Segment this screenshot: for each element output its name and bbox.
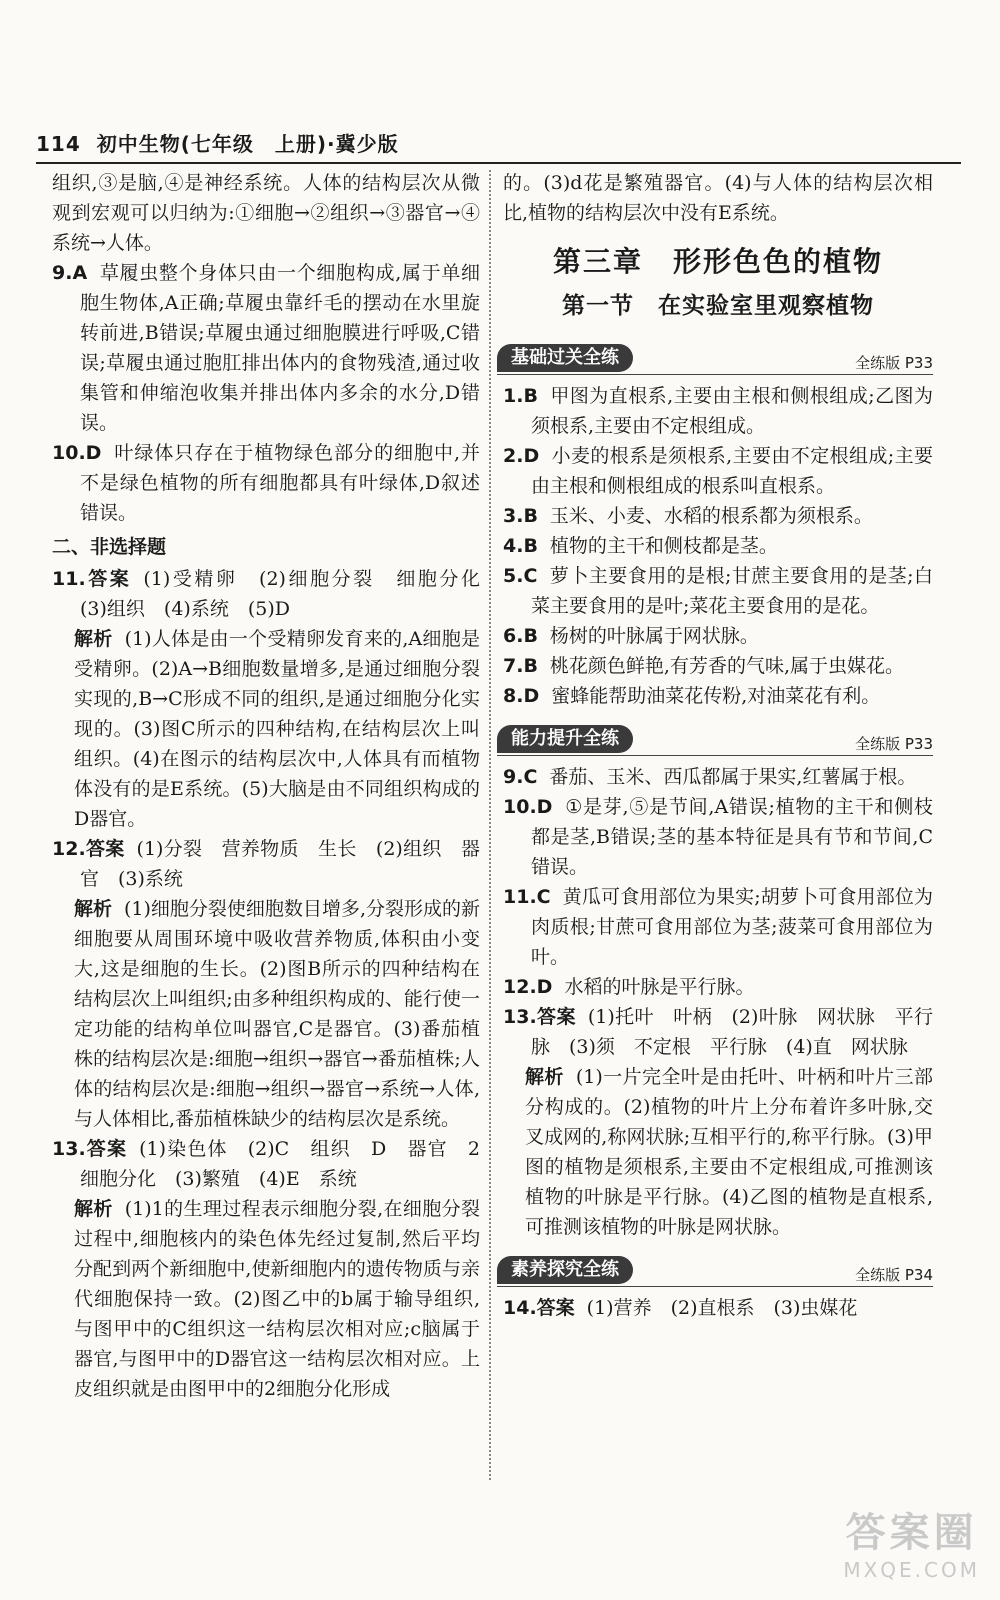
question-number: 8.D — [503, 685, 540, 707]
question-number: 11.答案 — [52, 568, 132, 590]
answer-text: 桃花颜色鲜艳,有芳香的气味,属于虫媒花。 — [549, 655, 905, 677]
band-page-ref: 全练版 P33 — [855, 354, 933, 372]
question-number: 11.C — [503, 886, 551, 908]
section-title: 第一节 在实验室里观察植物 — [562, 293, 874, 319]
question-number: 14.答案 — [503, 1297, 575, 1319]
continued-text: 的。(3)d花是繁殖器官。(4)与人体的结构层次相比,植物的结构层次中没有E系统。 — [503, 172, 933, 224]
answer-text: (1)受精卵 (2)细胞分裂 细胞分化 (3)组织 (4)系统 (5)D — [80, 568, 500, 620]
question-13-analysis — [503, 1062, 933, 1242]
practice-band-advanced — [497, 725, 933, 756]
answer-item — [503, 621, 933, 651]
answer-text: 黄瓜可食用部位为果实;胡萝卜可食用部位为肉质根;甘蔗可食用部位为茎;菠菜可食用部位为叶。 — [531, 886, 933, 968]
answer-item — [503, 381, 933, 441]
question-number: 2.D — [503, 445, 540, 467]
answer-text: ①是芽,⑤是节间,A错误;植物的主干和侧枝都是茎,B错误;茎的基本特征是具有节和节间,C错误。 — [531, 796, 933, 878]
question-number: 12.D — [503, 976, 553, 998]
watermark-url: MXQE.COM — [843, 1558, 980, 1582]
question-text: 叶绿体只存在于植物绿色部分的细胞中,并不是绿色植物的所有细胞都具有叶绿体,D叙述错误。 — [80, 442, 480, 524]
continued-text: 组织,③是脑,④是神经系统。人体的结构层次从微观到宏观可以归纳为:①细胞→②组织→③器官→④系统→人体。 — [52, 172, 480, 254]
analysis-label: 解析 — [525, 1066, 564, 1088]
question-number: 13.答案 — [503, 1006, 576, 1028]
answer-item — [503, 561, 933, 621]
answer-text: 植物的主干和侧枝都是茎。 — [549, 535, 778, 557]
answer-text: 甲图为直根系,主要由主根和侧根组成;乙图为须根系,主要由不定根组成。 — [531, 385, 933, 437]
answer-item — [503, 501, 933, 531]
column-divider — [489, 170, 491, 1480]
practice-band-inquiry — [497, 1256, 933, 1287]
answer-text: 杨树的叶脉属于网状脉。 — [549, 625, 759, 647]
answer-item — [503, 441, 933, 501]
answer-item — [503, 681, 933, 711]
page-number: 114 — [36, 132, 81, 156]
answer-item — [503, 882, 933, 972]
question-number: 3.B — [503, 505, 538, 527]
answer-text: (1)托叶 叶柄 (2)叶脉 网状脉 平行脉 (3)须 不定根 平行脉 (4)直 网状脉 — [531, 1006, 933, 1058]
analysis-text: (1)1的生理过程表示细胞分裂,在细胞分裂过程中,细胞核内的染色体先经过复制,然后平均分配到两个新细胞中,使新细胞内的遗传物质与亲代细胞保持一致。(2)图乙中的b属于输导组织,与图甲中的C组织这一结构层次相对应;c脑属于器官,与图甲中的D器官这一结构层次相对应。上皮组织就是由图甲中的2细胞分化形成 — [74, 1198, 480, 1400]
band-page-ref: 全练版 P34 — [855, 1266, 933, 1284]
question-13-analysis — [52, 1194, 480, 1404]
analysis-text: (1)人体是由一个受精卵发育来的,A细胞是受精卵。(2)A→B细胞数量增多,是通过细胞分裂实现的,B→C形成不同的组织,是通过细胞分化实现的。(3)图C所示的四种结构,在结构层次上叫组织。(4)在图示的结构层次中,人体具有而植物体没有的是E系统。(5)大脑是由不同组织构成的D器官。 — [74, 628, 480, 830]
header-rule — [36, 162, 961, 164]
question-11-answer — [52, 564, 500, 624]
answer-item — [503, 792, 933, 882]
band-page-ref: 全练版 P33 — [855, 735, 933, 753]
section-heading: 二、非选择题 — [52, 536, 167, 558]
question-number: 5.C — [503, 565, 538, 587]
question-text: 草履虫整个身体只由一个细胞构成,属于单细胞生物体,A正确;草履虫靠纤毛的摆动在水里旋转前进,B错误;草履虫通过细胞膜进行呼吸,C错误;草履虫通过胞肛排出体内的食物残渣,通过收集管和伸缩泡收集并排出体内多余的水分,D错误。 — [80, 262, 480, 434]
question-12-analysis — [52, 894, 480, 1134]
question-number: 13.答案 — [52, 1138, 128, 1160]
answer-item — [503, 531, 933, 561]
question-number: 1.B — [503, 385, 538, 407]
question-13-answer — [52, 1134, 500, 1194]
left-column — [52, 168, 500, 1404]
site-watermark — [843, 1501, 980, 1582]
answer-text: 水稻的叶脉是平行脉。 — [564, 976, 755, 998]
book-title: 初中生物(七年级 上册)·冀少版 — [96, 132, 399, 156]
question-11-analysis — [52, 624, 480, 834]
question-number: 7.B — [503, 655, 538, 677]
analysis-text: (1)细胞分裂使细胞数目增多,分裂形成的新细胞要从周围环境中吸收营养物质,体积由小变大,这是细胞的生长。(2)图B所示的四种结构在结构层次上叫组织;由多种组织构成的、能行使一定功能的结构单位叫器官,C是器官。(3)番茄植株的结构层次是:细胞→组织→器官→番茄植株;人体的结构层次是:细胞→组织→器官→系统→人体,与人体相比,番茄植株缺少的结构层次是系统。 — [74, 898, 480, 1130]
question-number: 12.答案 — [52, 838, 125, 860]
answer-text: 玉米、小麦、水稻的根系都为须根系。 — [549, 505, 873, 527]
right-column — [503, 168, 933, 1323]
question-number: 9.A — [52, 262, 88, 284]
practice-band-basic — [497, 344, 933, 375]
analysis-label: 解析 — [74, 898, 113, 920]
answer-text: 番茄、玉米、西瓜都属于果实,红薯属于根。 — [549, 766, 917, 788]
question-10 — [52, 438, 480, 528]
analysis-label: 解析 — [74, 1198, 113, 1220]
answer-item — [503, 651, 933, 681]
question-14-answer — [503, 1293, 933, 1323]
question-number: 9.C — [503, 766, 538, 788]
band-label: 素养探究全练 — [497, 1256, 633, 1284]
answer-item — [503, 762, 933, 792]
question-12-answer — [52, 834, 480, 894]
question-9 — [52, 258, 480, 438]
answer-text: (1)营养 (2)直根系 (3)虫媒花 — [586, 1297, 858, 1319]
band-label: 能力提升全练 — [497, 725, 633, 753]
analysis-text: (1)一片完全叶是由托叶、叶柄和叶片三部分构成的。(2)植物的叶片上分布着许多叶脉,交叉成网的,称网状脉;互相平行的,称平行脉。(3)甲图的植物是须根系,主要由不定根组成,可推测该植物的叶脉是平行脉。(4)乙图的植物是直根系,可推测该植物的叶脉是网状脉。 — [525, 1066, 933, 1238]
answer-item — [503, 972, 933, 1002]
page-header — [36, 128, 399, 157]
question-number: 10.D — [503, 796, 553, 818]
question-13-answer — [503, 1002, 933, 1062]
chapter-title: 第三章 形形色色的植物 — [552, 245, 883, 278]
question-number: 4.B — [503, 535, 538, 557]
watermark-logo-text: 答案圈 — [845, 1510, 978, 1556]
answer-text: 萝卜主要食用的是根;甘蔗主要食用的是茎;白菜主要食用的是叶;菜花主要食用的是花。 — [531, 565, 933, 617]
answer-text: (1)染色体 (2)C 组织 D 器官 2 细胞分化 (3)繁殖 (4)E 系统 — [80, 1138, 500, 1190]
answer-text: (1)分裂 营养物质 生长 (2)组织 器官 (3)系统 — [80, 838, 480, 890]
answer-text: 蜜蜂能帮助油菜花传粉,对油菜花有利。 — [551, 685, 881, 707]
question-number: 6.B — [503, 625, 538, 647]
question-number: 10.D — [52, 442, 102, 464]
analysis-label: 解析 — [74, 628, 113, 650]
answer-text: 小麦的根系是须根系,主要由不定根组成;主要由主根和侧根组成的根系叫直根系。 — [531, 445, 933, 497]
band-label: 基础过关全练 — [497, 344, 633, 372]
